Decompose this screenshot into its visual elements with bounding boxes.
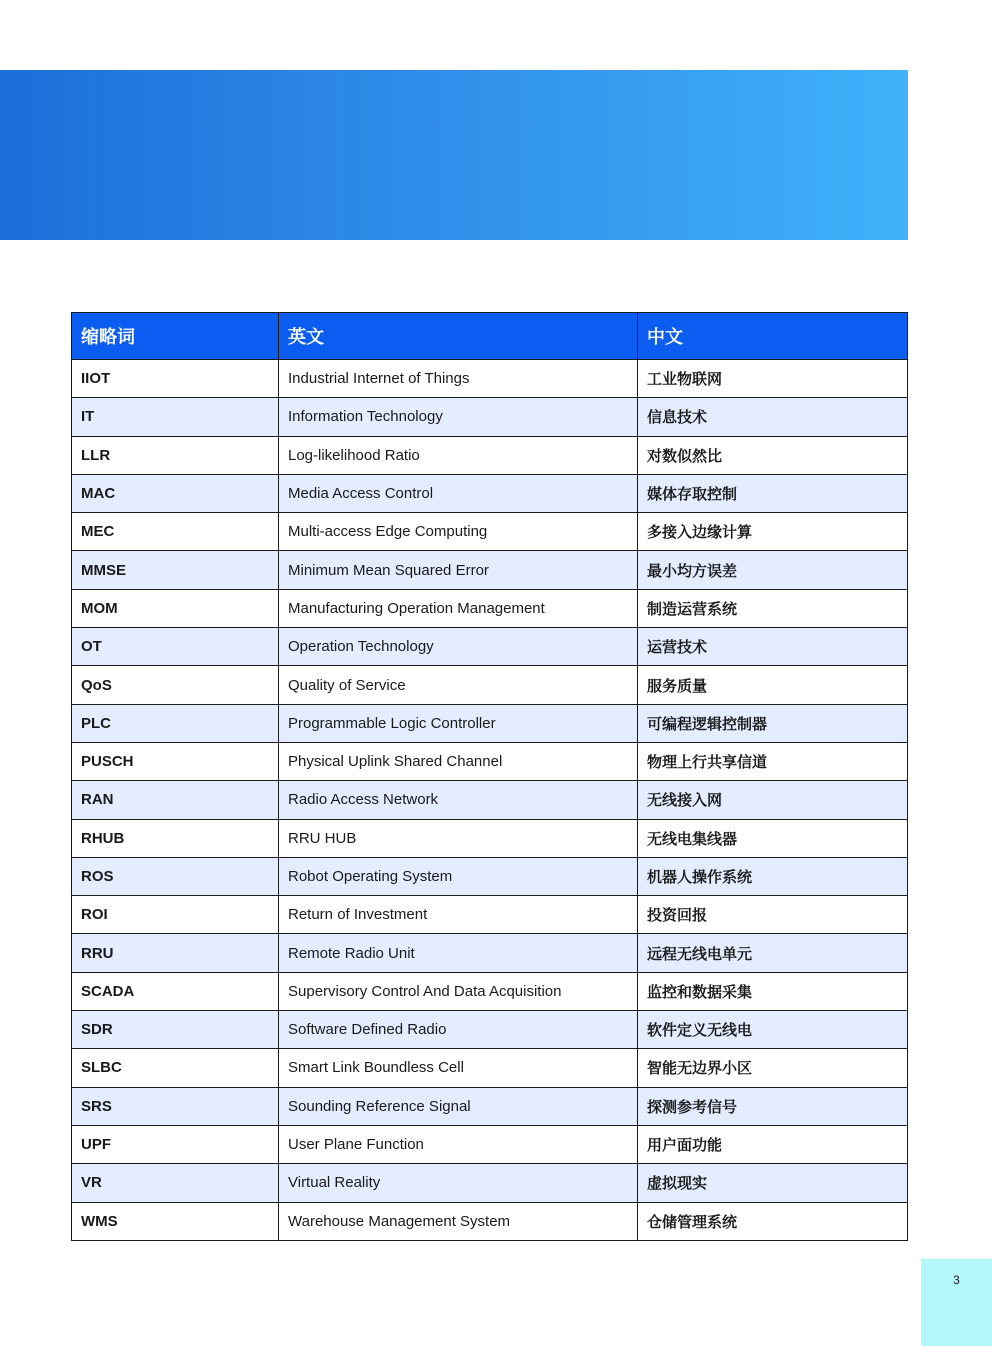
table-row [72,1164,908,1202]
english-term-cell: RRU HUB [279,819,638,857]
abbreviation-cell: MOM [72,589,279,627]
abbreviation-cell: RAN [72,781,279,819]
abbreviation-cell: SDR [72,1011,279,1049]
table-row [72,474,908,512]
chinese-term-cell: 媒体存取控制 [638,474,908,512]
page-number-box [921,1259,992,1346]
abbreviation-cell: LLR [72,436,279,474]
english-term-cell: Log-likelihood Ratio [279,436,638,474]
table-header-row [72,313,908,360]
abbreviation-cell: SRS [72,1087,279,1125]
table-row [72,436,908,474]
english-term-cell: Return of Investment [279,896,638,934]
english-term-cell: Robot Operating System [279,857,638,895]
table-row [72,819,908,857]
abbreviation-cell: OT [72,628,279,666]
chinese-term-cell: 信息技术 [638,398,908,436]
page-number: 3 [953,1273,960,1287]
table-row [72,513,908,551]
abbreviation-cell: MAC [72,474,279,512]
english-term-cell: Virtual Reality [279,1164,638,1202]
table-row [72,1011,908,1049]
table-row [72,781,908,819]
abbreviation-cell: PLC [72,704,279,742]
english-term-cell: User Plane Function [279,1125,638,1163]
column-header-abbreviation: 缩略词 [72,313,279,360]
abbreviation-cell: RRU [72,934,279,972]
english-term-cell: Manufacturing Operation Management [279,589,638,627]
abbreviation-cell: RHUB [72,819,279,857]
abbreviation-cell: ROI [72,896,279,934]
table-row [72,934,908,972]
english-term-cell: Warehouse Management System [279,1202,638,1240]
english-term-cell: Minimum Mean Squared Error [279,551,638,589]
abbreviation-cell: PUSCH [72,742,279,780]
abbreviation-cell: ROS [72,857,279,895]
table-row [72,972,908,1010]
table-row [72,1202,908,1240]
chinese-term-cell: 用户面功能 [638,1125,908,1163]
english-term-cell: Multi-access Edge Computing [279,513,638,551]
chinese-term-cell: 最小均方误差 [638,551,908,589]
chinese-term-cell: 探测参考信号 [638,1087,908,1125]
chinese-term-cell: 投资回报 [638,896,908,934]
english-term-cell: Industrial Internet of Things [279,360,638,398]
chinese-term-cell: 智能无边界小区 [638,1049,908,1087]
english-term-cell: Operation Technology [279,628,638,666]
chinese-term-cell: 运营技术 [638,628,908,666]
abbreviation-cell: SLBC [72,1049,279,1087]
abbreviation-cell: MMSE [72,551,279,589]
abbreviation-cell: VR [72,1164,279,1202]
chinese-term-cell: 虚拟现实 [638,1164,908,1202]
abbreviation-table [71,312,908,1241]
english-term-cell: Physical Uplink Shared Channel [279,742,638,780]
chinese-term-cell: 多接入边缘计算 [638,513,908,551]
chinese-term-cell: 物理上行共享信道 [638,742,908,780]
table-row [72,398,908,436]
chinese-term-cell: 工业物联网 [638,360,908,398]
chinese-term-cell: 对数似然比 [638,436,908,474]
chinese-term-cell: 软件定义无线电 [638,1011,908,1049]
table-row [72,1125,908,1163]
chinese-term-cell: 无线电集线器 [638,819,908,857]
chinese-term-cell: 可编程逻辑控制器 [638,704,908,742]
abbreviation-cell: SCADA [72,972,279,1010]
english-term-cell: Media Access Control [279,474,638,512]
english-term-cell: Sounding Reference Signal [279,1087,638,1125]
table-row [72,1049,908,1087]
english-term-cell: Smart Link Boundless Cell [279,1049,638,1087]
chinese-term-cell: 无线接入网 [638,781,908,819]
english-term-cell: Radio Access Network [279,781,638,819]
table-row [72,628,908,666]
table-row [72,666,908,704]
table-row [72,742,908,780]
header-banner [0,70,908,240]
table-row [72,360,908,398]
table-row [72,589,908,627]
chinese-term-cell: 仓储管理系统 [638,1202,908,1240]
english-term-cell: Software Defined Radio [279,1011,638,1049]
column-header-english: 英文 [279,313,638,360]
table-row [72,551,908,589]
english-term-cell: Information Technology [279,398,638,436]
abbreviation-cell: IT [72,398,279,436]
column-header-chinese: 中文 [638,313,908,360]
chinese-term-cell: 制造运营系统 [638,589,908,627]
abbreviation-cell: IIOT [72,360,279,398]
abbreviation-cell: WMS [72,1202,279,1240]
abbreviation-cell: MEC [72,513,279,551]
abbreviation-cell: QoS [72,666,279,704]
table-row [72,857,908,895]
chinese-term-cell: 服务质量 [638,666,908,704]
chinese-term-cell: 远程无线电单元 [638,934,908,972]
table-row [72,1087,908,1125]
table-row [72,896,908,934]
english-term-cell: Programmable Logic Controller [279,704,638,742]
english-term-cell: Remote Radio Unit [279,934,638,972]
english-term-cell: Supervisory Control And Data Acquisition [279,972,638,1010]
chinese-term-cell: 机器人操作系统 [638,857,908,895]
english-term-cell: Quality of Service [279,666,638,704]
chinese-term-cell: 监控和数据采集 [638,972,908,1010]
table-row [72,704,908,742]
abbreviation-cell: UPF [72,1125,279,1163]
